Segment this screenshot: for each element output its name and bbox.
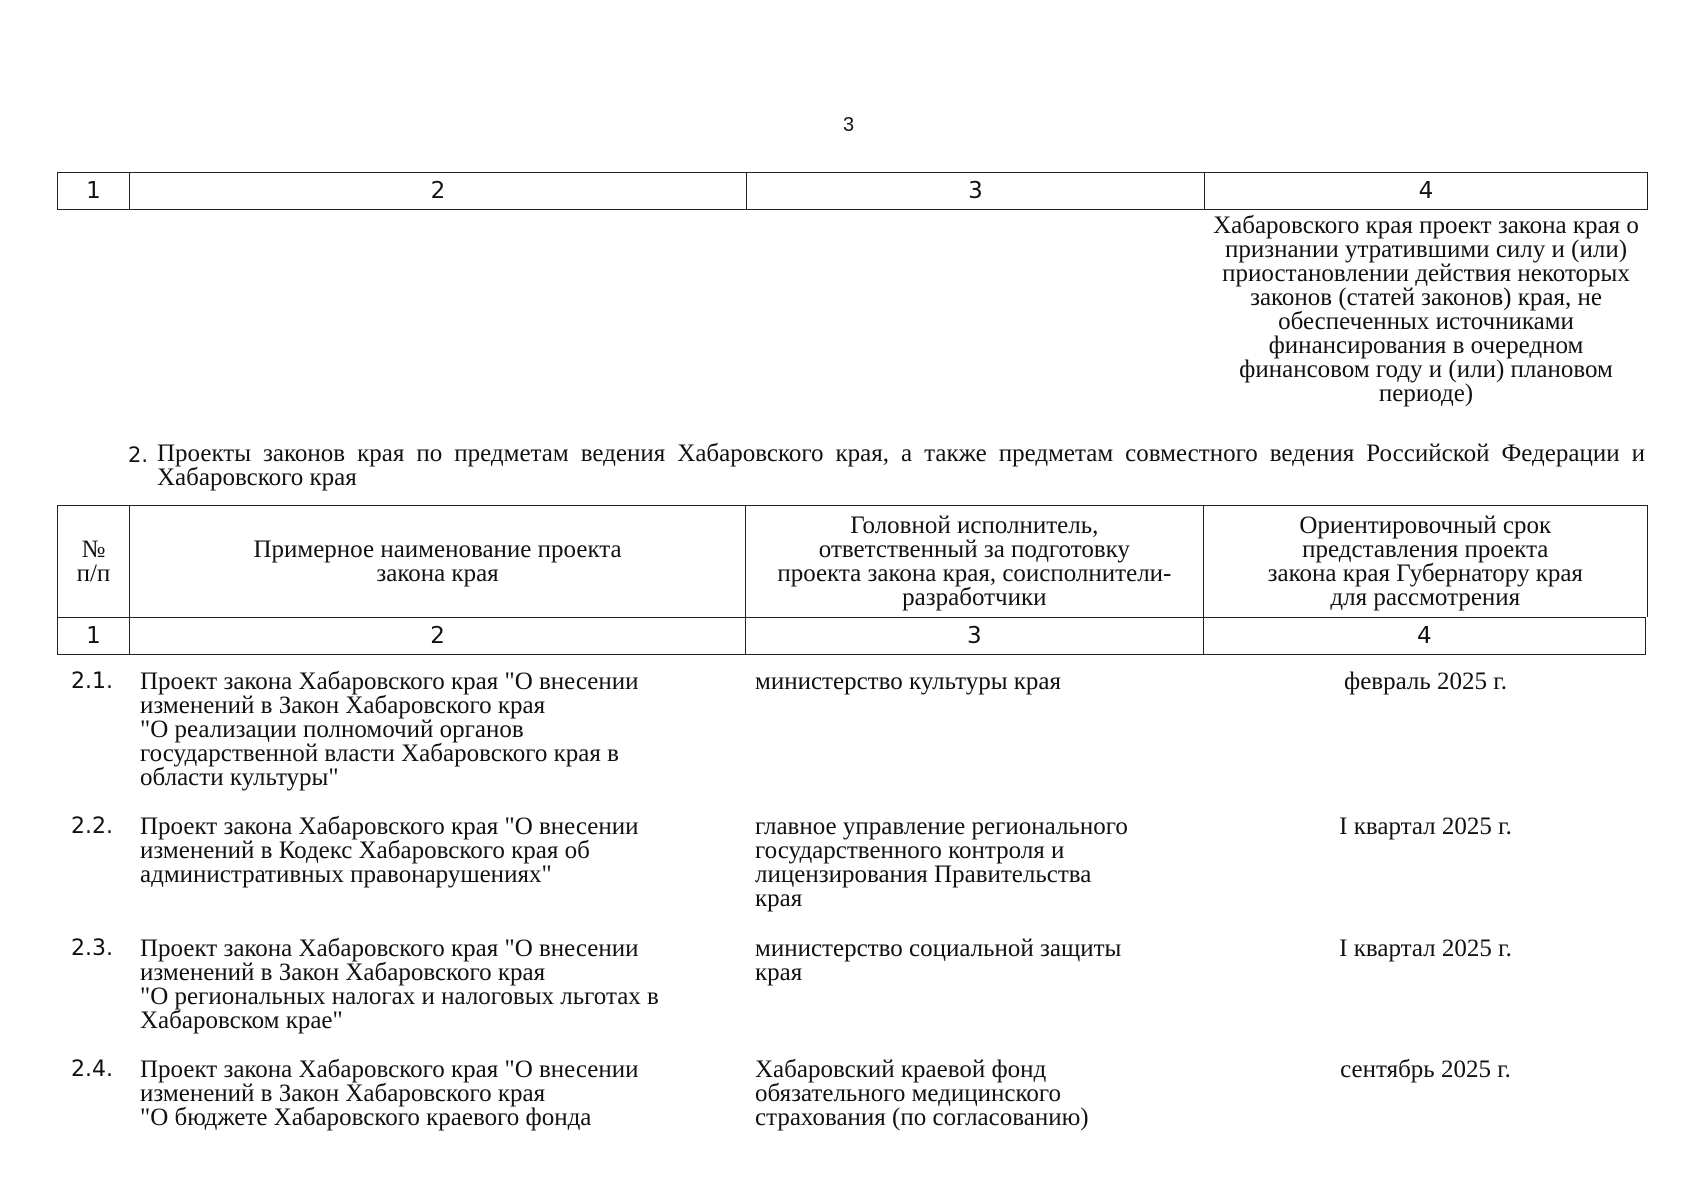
column-number-row <box>57 617 1646 655</box>
row-executor: Хабаровский краевой фонд обязательного медицинского страхования (по согласованию) <box>755 1056 1089 1131</box>
column-number-4: 4 <box>1204 173 1647 209</box>
row-executor: министерство социальной защиты края <box>755 935 1122 986</box>
header-number: № п/п <box>76 535 111 587</box>
row-number: 2.3. <box>71 936 113 961</box>
page-number: 3 <box>842 114 855 136</box>
column-number-row-top <box>57 172 1648 210</box>
row-number: 2.1. <box>71 669 113 694</box>
row-term: I квартал 2025 г. <box>1339 935 1512 962</box>
column-number-3: 3 <box>746 173 1204 209</box>
column-number-3: 3 <box>745 618 1202 654</box>
column-number-1: 1 <box>86 177 101 204</box>
row-term: I квартал 2025 г. <box>1339 813 1512 840</box>
row-number: 2.2. <box>71 814 113 839</box>
table-header-row <box>57 505 1648 617</box>
column-number-1: 1 <box>86 622 101 649</box>
header-executor: Головной исполнитель, ответственный за подготовку проекта закона края, соисполнители- разработчики <box>745 506 1202 617</box>
row-term: сентябрь 2025 г. <box>1340 1056 1511 1083</box>
section-number: 2. <box>128 443 149 467</box>
section-heading <box>128 442 1645 490</box>
row-law-name: Проект закона Хабаровского края "О внесении изменений в Закон Хабаровского края "О региональных налогах и налоговых льготах в Хабаровском крае" <box>140 935 659 1034</box>
row-executor: министерство культуры края <box>755 668 1061 695</box>
row-law-name: Проект закона Хабаровского края "О внесении изменений в Кодекс Хабаровского края об административных правонарушениях" <box>140 813 639 888</box>
header-term: Ориентировочный срок представления проекта закона края Губернатору края для рассмотрения <box>1203 506 1647 617</box>
carry-over-cell-text: Хабаровского края проект закона края о признании утратившими силу и (или) приостановлении действия некоторых законов (статей законов) края, не обеспеченных источниками финансирования в очередном финансовом году и (или) плановом периоде) <box>1213 212 1639 407</box>
row-term: февраль 2025 г. <box>1344 668 1507 695</box>
row-number: 2.4. <box>71 1057 113 1082</box>
row-law-name: Проект закона Хабаровского края "О внесении изменений в Закон Хабаровского края "О реализации полномочий органов государственной власти Хабаровского края в области культуры" <box>140 668 639 791</box>
column-number-2: 2 <box>129 173 746 209</box>
section-title: Проекты законов края по предметам ведения Хабаровского края, а также предметам совместного ведения Российской Федерации и Хабаровского края <box>157 440 1645 491</box>
row-law-name: Проект закона Хабаровского края "О внесении изменений в Закон Хабаровского края "О бюджете Хабаровского краевого фонда <box>140 1056 639 1131</box>
column-number-4: 4 <box>1203 618 1645 654</box>
column-number-2: 2 <box>129 618 745 654</box>
row-executor: главное управление регионального государственного контроля и лицензирования Правительства края <box>755 813 1128 912</box>
header-name: Примерное наименование проекта закона края <box>129 506 745 617</box>
